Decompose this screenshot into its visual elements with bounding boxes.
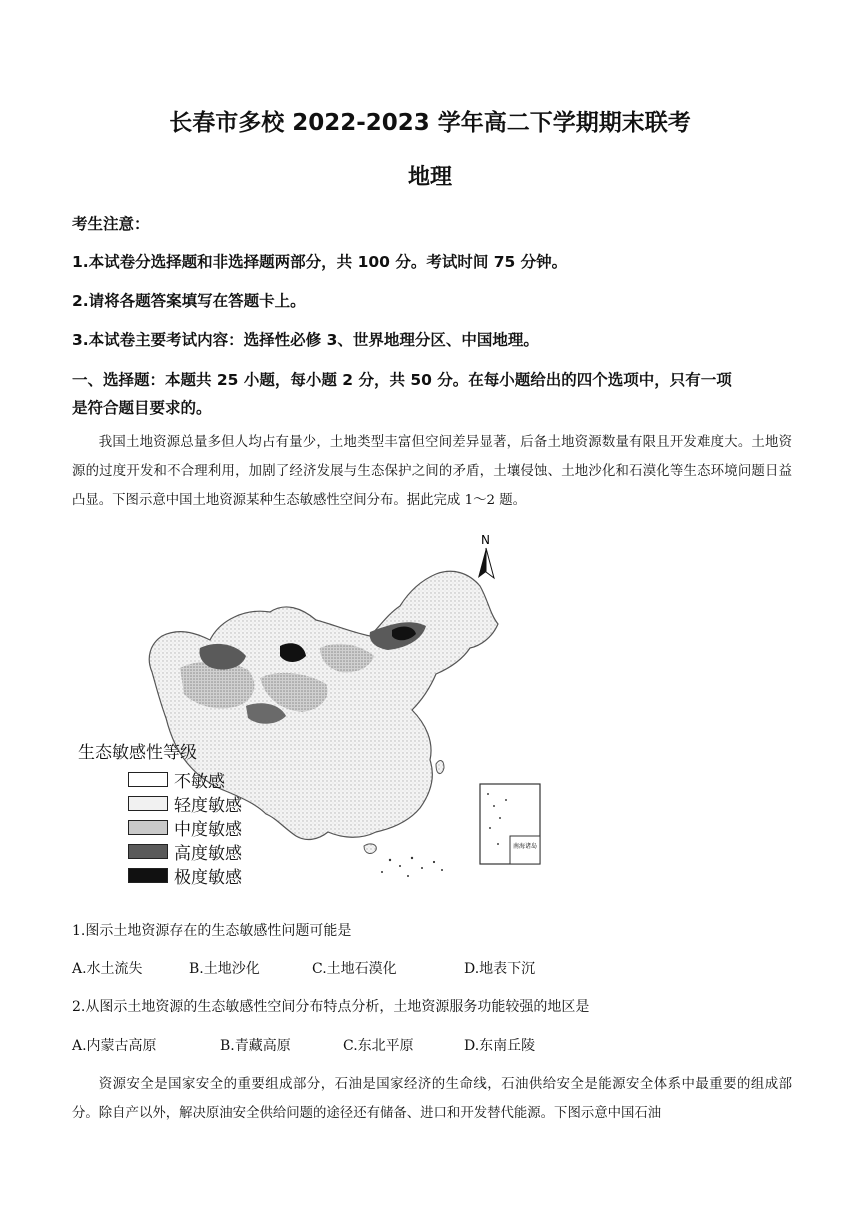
subject-title: 地理 <box>407 165 452 190</box>
option-d[interactable]: D.地表下沉 <box>464 961 536 977</box>
legend-label: 极度敏感 <box>174 867 242 888</box>
legend-item <box>128 839 242 863</box>
passage-1: 我国土地资源总量多但人均占有量少，土地类型丰富但空间差异显著，后备土地资源数量有限且开发难度大。土地资源的过度开发和不合理利用，加剧了经济发展与生态保护之间的矛盾，土壤侵蚀、土地沙化和石漠化等生态环境问题日益凸显。下图示意中国土地资源某种生态敏感性空间分布。据此完成 1～2 题。 <box>72 435 792 508</box>
legend-label: 轻度敏感 <box>174 795 242 816</box>
option-d[interactable]: D.东南丘陵 <box>464 1038 536 1054</box>
option-b[interactable]: B.青藏高原 <box>220 1038 291 1054</box>
legend-label: 高度敏感 <box>174 843 242 864</box>
map-legend <box>78 738 242 887</box>
north-arrow-icon <box>478 533 494 578</box>
notice-item-2: 2.请将各题答案填写在答题卡上。 <box>72 292 306 310</box>
legend-item <box>128 791 242 815</box>
notice-item-1: 1.本试卷分选择题和非选择题两部分，共 100 分。考试时间 75 分钟。 <box>72 253 568 271</box>
legend-swatch <box>128 868 168 883</box>
legend-swatch <box>128 820 168 835</box>
question-2-stem: 2.从图示土地资源的生态敏感性空间分布特点分析，土地资源服务功能较强的地区是 <box>72 999 590 1015</box>
inset-label: 南海诸岛 <box>512 843 538 850</box>
notice-item-3: 3.本试卷主要考试内容：选择性必修 3、世界地理分区、中国地理。 <box>72 331 539 349</box>
section-heading-line2: 是符合题目要求的。 <box>72 399 212 417</box>
passage-2: 资源安全是国家安全的重要组成部分，石油是国家经济的生命线，石油供给安全是能源安全体系中最重要的组成部分。除自产以外，解决原油安全供给问题的途径还有储备、进口和开发替代能源。下图示意中国石油 <box>72 1077 792 1121</box>
legend-swatch <box>128 796 168 811</box>
question-1-stem: 1.图示土地资源存在的生态敏感性问题可能是 <box>72 923 352 939</box>
legend-label: 中度敏感 <box>174 819 242 840</box>
option-c[interactable]: C.东北平原 <box>343 1038 414 1054</box>
legend-item <box>128 863 242 887</box>
question-2-options <box>72 1035 535 1055</box>
option-a[interactable]: A.内蒙古高原 <box>72 1038 157 1054</box>
option-a[interactable]: A.水土流失 <box>72 961 143 977</box>
legend-item <box>128 815 242 839</box>
north-label: N <box>481 533 490 547</box>
legend-title: 生态敏感性等级 <box>78 743 197 763</box>
exam-title: 长春市多校 2022-2023 学年高二下学期期末联考 <box>169 110 691 136</box>
notice-heading: 考生注意： <box>72 215 150 233</box>
legend-swatch <box>128 772 168 787</box>
question-1-options <box>72 958 535 978</box>
legend-swatch <box>128 844 168 859</box>
option-c[interactable]: C.土地石漠化 <box>312 961 397 977</box>
legend-label: 不敏感 <box>174 771 225 792</box>
section-heading-line1: 一、选择题：本题共 25 小题，每小题 2 分，共 50 分。在每小题给出的四个选项中，只有一项 <box>72 371 732 389</box>
legend-item <box>128 767 242 791</box>
option-b[interactable]: B.土地沙化 <box>189 961 260 977</box>
